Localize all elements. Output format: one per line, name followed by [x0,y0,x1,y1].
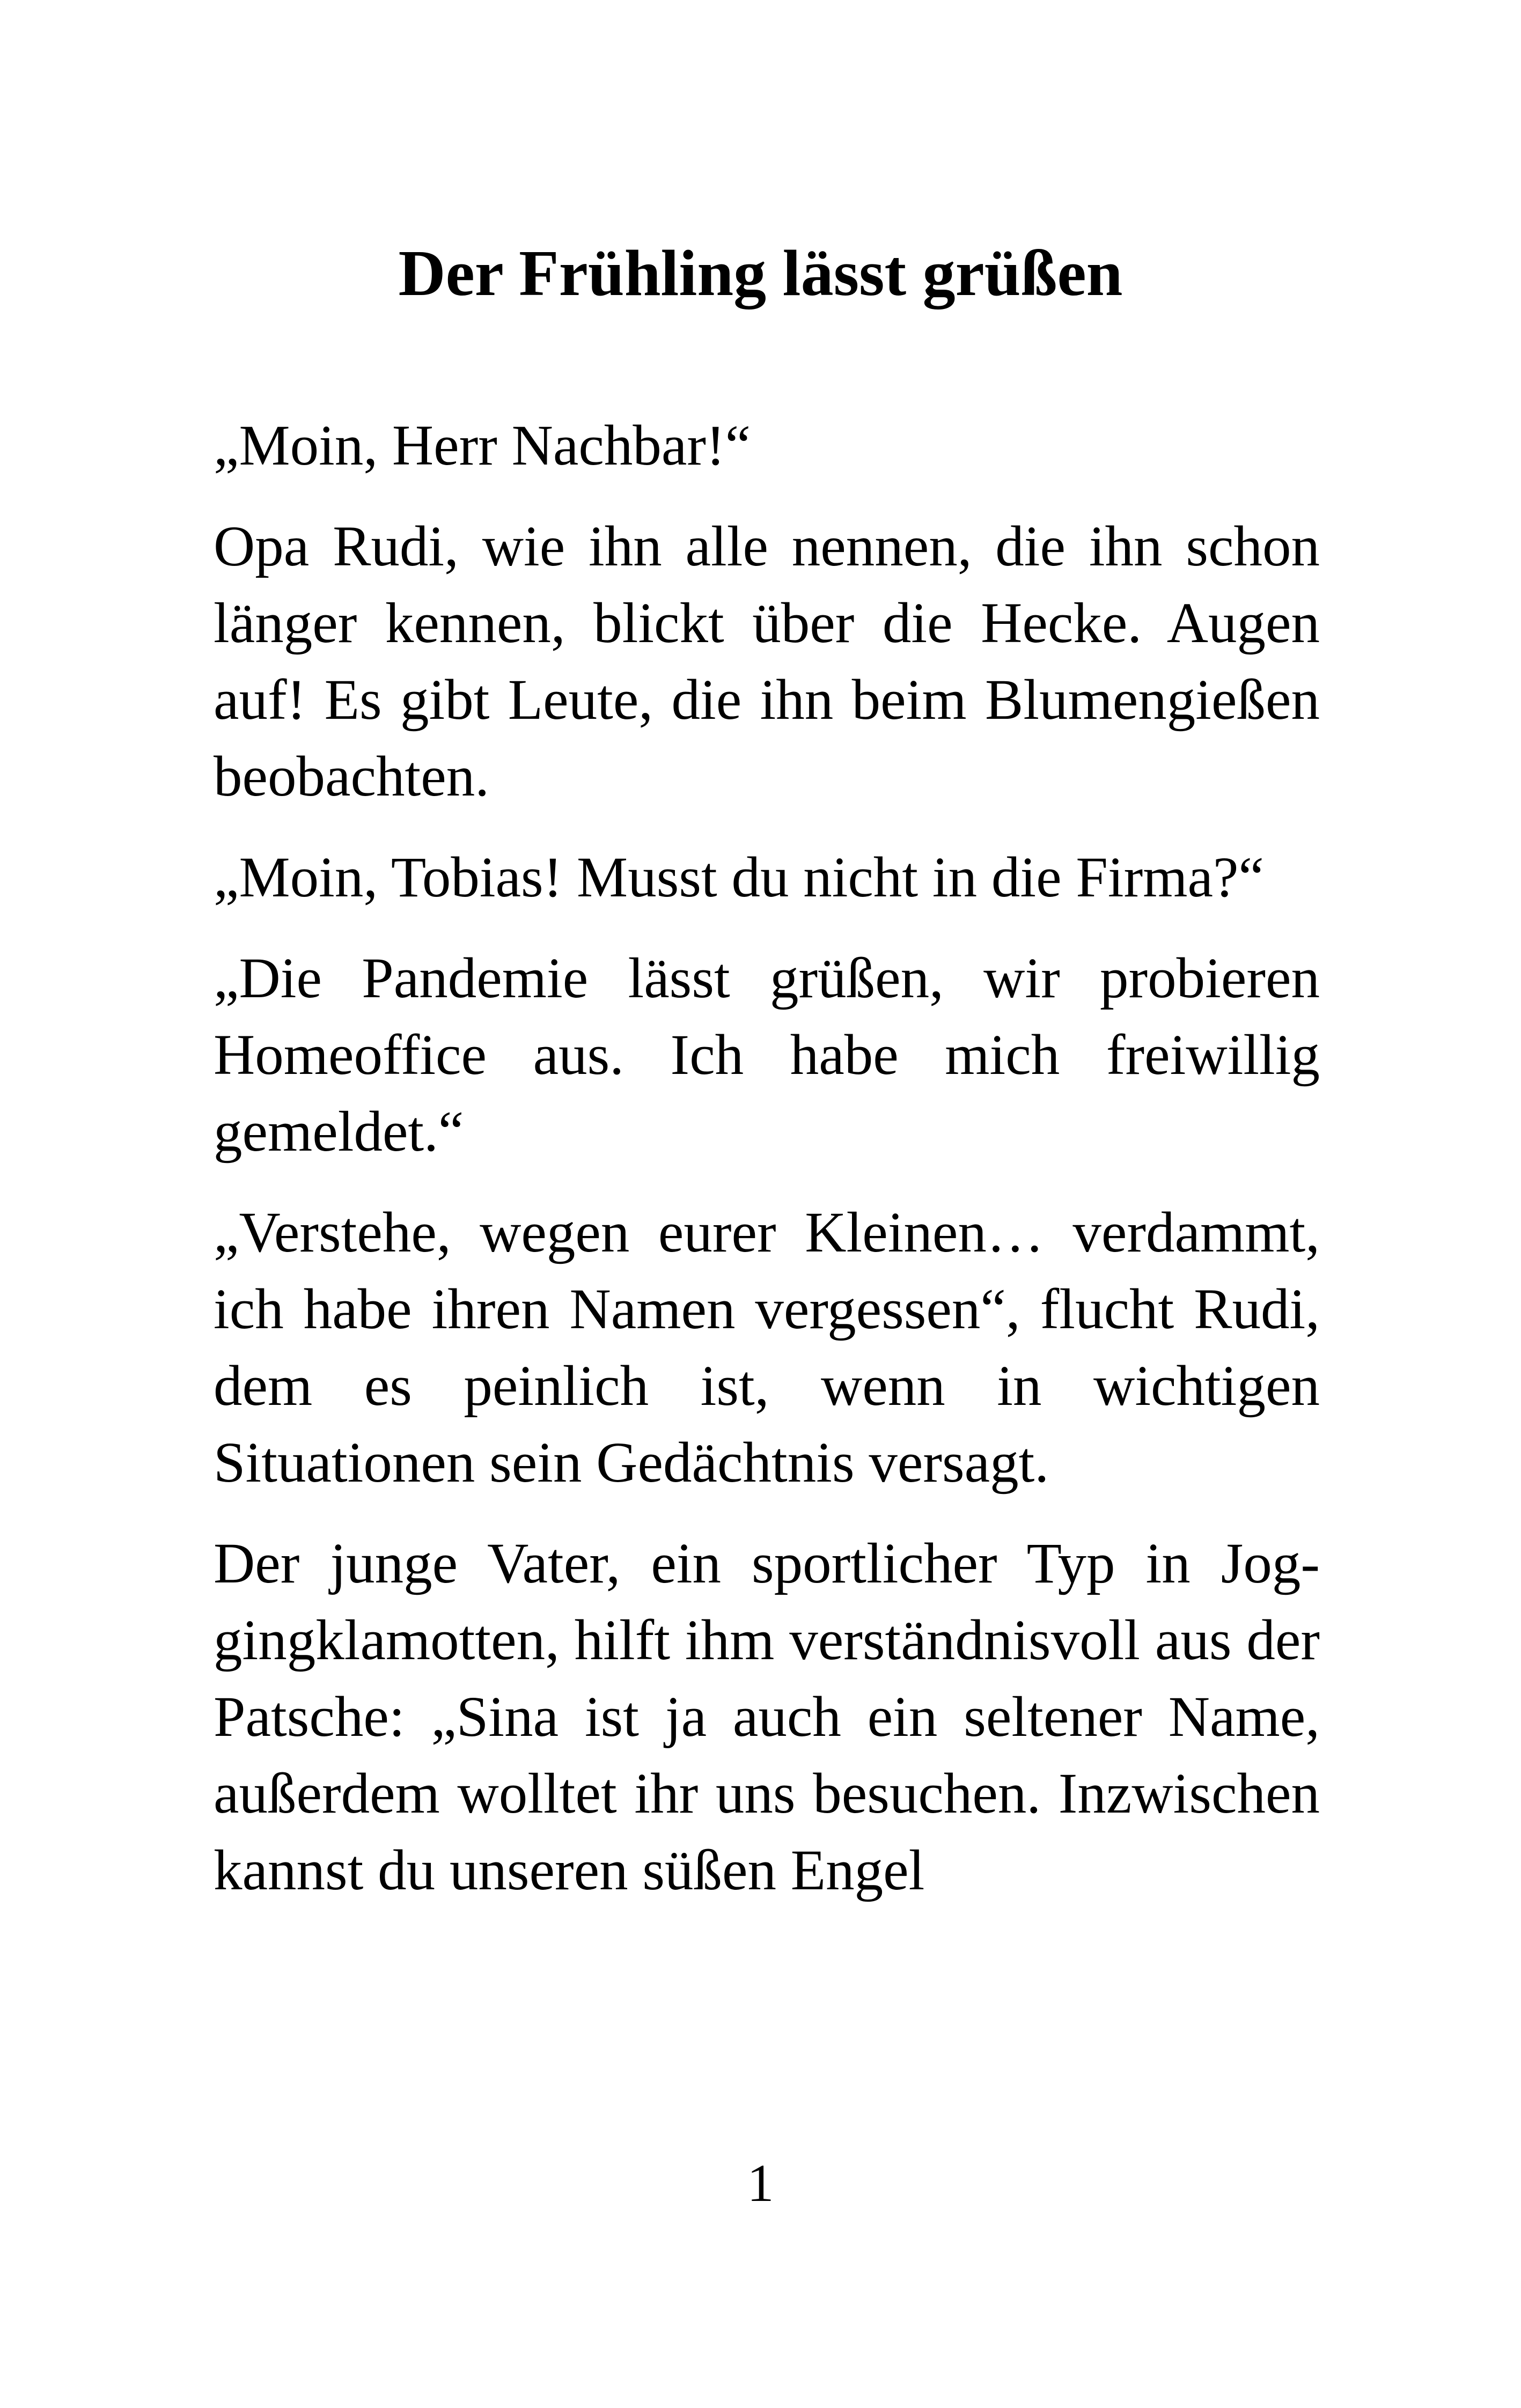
paragraph-question-firma: „Moin, Tobias! Musst du nicht in die Firma?“ [214,846,1264,909]
page-number: 1 [747,2153,774,2213]
paragraph-opa-rudi: Opa Rudi, wie ihn alle nennen, die ihn schon länger kennen, blickt über die Hecke. Augen auf! Es gibt Leute, die ihn beim Blumengießen beobachten. [214,515,1320,808]
paragraph-verstehe: „Verstehe, wegen eurer Kleinen… verdammt, ich habe ihren Namen vergessen“, flucht Rudi, dem es peinlich ist, wenn in wichtigen Situationen sein Gedächtnis versagt. [214,1201,1320,1494]
paragraph-junge-vater: Der junge Vater, ein sportlicher Typ in Joggingklamotten, hilft ihm verständnisvoll aus der Patsche: „Sina ist ja auch ein seltener Name, außerdem wolltet ihr uns besuchen. Inzwischen kannst du unseren süßen Engel [214,1532,1320,1902]
chapter-title: Der Frühling lässt grüßen [398,237,1123,310]
chapter-body [214,408,1320,1933]
paragraph-pandemie: „Die Pandemie lässt grüßen, wir probieren Homeoffice aus. Ich habe mich freiwillig gemeldet.“ [214,947,1320,1164]
paragraph-greeting: „Moin, Herr Nachbar!“ [214,414,751,477]
